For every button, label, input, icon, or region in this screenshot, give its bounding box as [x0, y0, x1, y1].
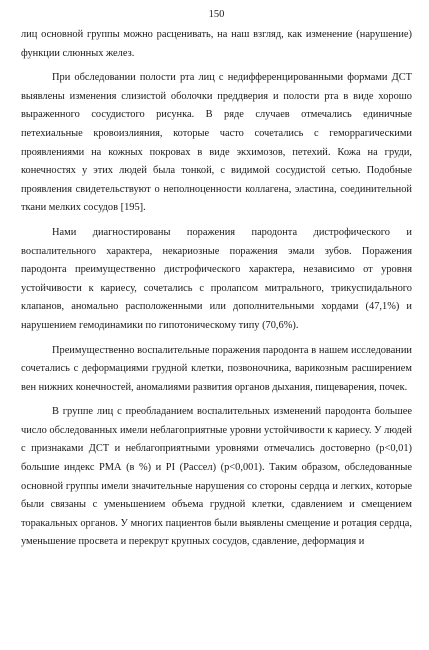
- page-number: 150: [208, 9, 225, 20]
- paragraph-caries-resistance: В группе лиц с преобладанием воспалительных изменений пародонта большее число обследованных имели неблагоприятные уровни устойчивости к кариесу. У людей с признаками ДСТ и неблагоприятными уровнями отмечались достоверно (p<0,01) большие индекс РМА (в %) и PI (Рассел) (p<0,001). Таким образом, обследованные основной группы имели значительные нарушения со стороны сердца и легких, которые были связаны с уменьшением объема грудной клетки, сдавлением и смещением торакальных органов. У многих пациентов были выявлены смещение и ротация сердца, уменьшение просвета и перекрут крупных сосудов, сдавление, деформация и: [21, 406, 412, 548]
- paragraph-oral-examination: При обследовании полости рта лиц с недифференцированными формами ДСТ выявлены изменения слизистой оболочки преддверия и полости рта в виде хорошо выраженного сосудистого рисунка. В ряде случаев отмечались единичные петехиальные кровоизлияния, которые часто сочетались с геморрагическими проявлениями на кожных покровах в виде экхимозов, петехий. Кожа на груди, конечностях у этих людей была тонкой, с видимой сосудистой сетью. Подобные проявления свидетельствуют о неполноценности коллагена, эластина, соединительной ткани мелких сосудов [195].: [21, 72, 412, 214]
- paragraph-salivary-glands: лиц основной группы можно расценивать, на наш взгляд, как изменение (нарушение) функции слюнных желез.: [21, 29, 412, 59]
- document-page: [21, 8, 412, 558]
- paragraph-inflammatory-lesions: Преимущественно воспалительные поражения пародонта в нашем исследовании сочетались с деформациями грудной клетки, позвоночника, варикозным расширением вен нижних конечностей, аномалиями развития органов дыхания, пищеварения, почек.: [21, 344, 412, 393]
- paragraph-periodontal-lesions: Нами диагностированы поражения пародонта дистрофического и воспалительного характера, некариозные поражения эмали зубов. Поражения пародонта преимущественно дистрофического характера, независимо от уровня устойчивости к кариесу, сочетались с пролапсом митрального, трикуспидального клапанов, аномально расположенными или дополнительными хордами (47,1%) и нарушением гемодинамики по гипотоническому типу (70,6%).: [21, 226, 412, 331]
